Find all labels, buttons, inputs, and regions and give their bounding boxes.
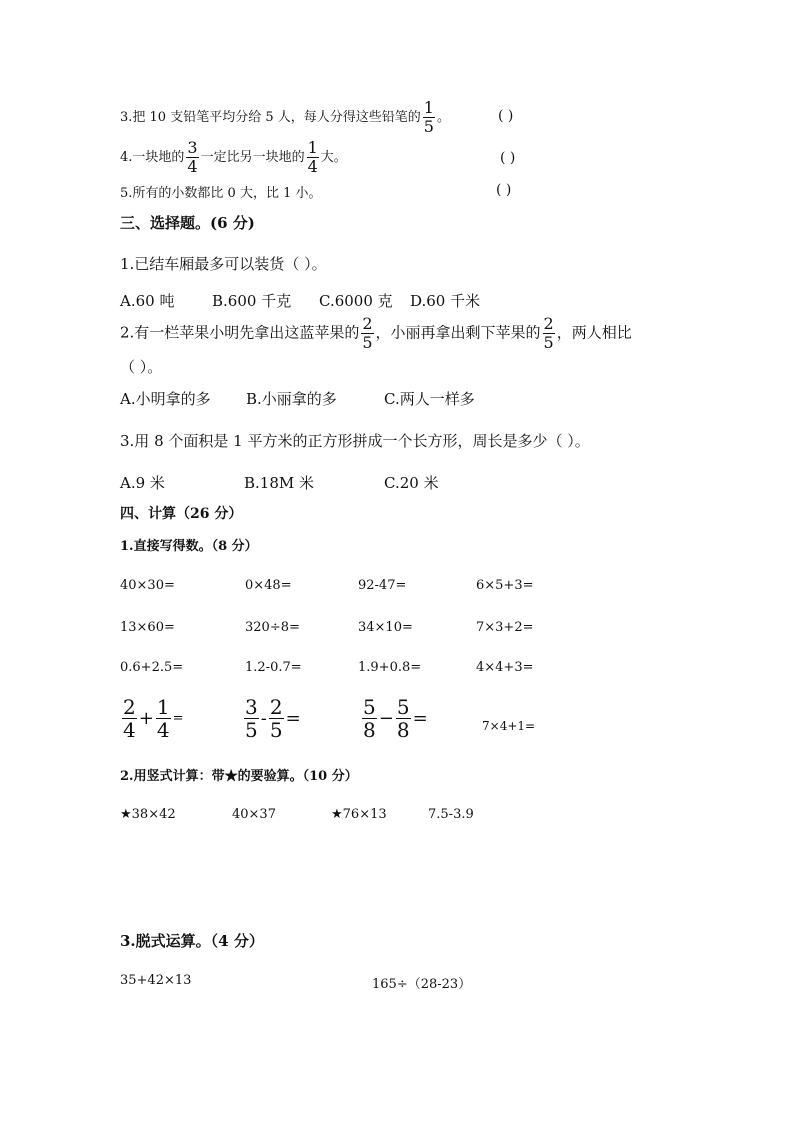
stepwise-item: 165÷（28-23） <box>372 977 472 992</box>
section-heading-calc: 四、计算（26 分） <box>120 506 243 522</box>
oral-item: 13×60= <box>120 620 175 635</box>
answer-paren-q3[interactable]: ( ) <box>498 108 514 124</box>
fraction-expression: $\frac{2}{4}$ + $\frac{1}{4}$ = <box>123 695 184 742</box>
fraction-expression: $\frac{3}{5}$ - $\frac{2}{5}$ = <box>245 695 301 742</box>
vertical-item: 40×37 <box>232 807 276 822</box>
oral-item: 7×4+1= <box>482 719 536 733</box>
fraction: $\frac{2}{5}$ <box>362 314 373 352</box>
fraction: $\frac{5}{8}$ <box>396 695 410 742</box>
judge-q3-text: 3.把 10 支铅笔平均分给 5 人，每人分得这些铅笔的 <box>120 110 421 125</box>
fraction: $\frac{5}{8}$ <box>363 695 376 742</box>
choice-q2-c: C.两人一样多 <box>384 390 475 408</box>
choice-q1-a: A.60 吨 <box>120 292 175 310</box>
choice-q1-b: B.600 千克 <box>212 292 292 310</box>
oral-item: 1.9+0.8= <box>358 660 422 675</box>
judge-q4: 4.一块地的 $\frac{3}{4}$ 一定比另一块地的 $\frac{1}{4}$ 大。 <box>120 138 347 176</box>
fraction: $\frac{1}{5}$ <box>423 98 434 136</box>
fraction: $\frac{3}{4}$ <box>187 138 198 176</box>
choice-q3-a: A.9 米 <box>120 474 165 492</box>
judge-q5: 5.所有的小数都比 0 大，比 1 小。 <box>120 186 322 201</box>
fraction: $\frac{1}{4}$ <box>156 695 170 742</box>
vertical-item: ★38×42 <box>120 807 176 822</box>
choice-q2-answer-paren[interactable]: （ ）。 <box>120 358 163 376</box>
fraction: $\frac{2}{5}$ <box>269 695 283 742</box>
oral-item: 7×3+2= <box>476 620 534 635</box>
fraction: $\frac{2}{4}$ <box>123 695 136 742</box>
oral-item: 1.2-0.7= <box>245 660 302 675</box>
oral-item: 34×10= <box>358 620 413 635</box>
vertical-item: ★76×13 <box>331 807 387 822</box>
judge-q3: 3.把 10 支铅笔平均分给 5 人，每人分得这些铅笔的 $\frac{1}{5}$ 。 <box>120 98 450 136</box>
choice-q3-b: B.18M 米 <box>244 474 315 492</box>
subheading-vertical: 2.用竖式计算：带★的要验算。（10 分） <box>120 769 358 784</box>
oral-item: 0.6+2.5= <box>120 660 184 675</box>
oral-item: 0×48= <box>245 578 292 593</box>
oral-item: 6×5+3= <box>476 578 534 593</box>
choice-q3-c: C.20 米 <box>384 474 439 492</box>
fraction: $\frac{1}{4}$ <box>307 138 318 176</box>
choice-q2: 2.有一栏苹果小明先拿出这蓝苹果的 $\frac{2}{5}$ ，小丽再拿出剩下苹果的 $\frac{2}{5}$ ，两人相比 <box>120 314 632 352</box>
choice-q2-a: A.小明拿的多 <box>120 390 211 408</box>
subheading-stepwise: 3.脱式运算。（4 分） <box>120 932 264 950</box>
answer-paren-q5[interactable]: ( ) <box>496 182 512 198</box>
section-heading-choice: 三、选择题。(6 分) <box>120 214 255 232</box>
vertical-item: 7.5-3.9 <box>428 807 474 822</box>
choice-q3: 3.用 8 个面积是 1 平方米的正方形拼成一个长方形，周长是多少（ ）。 <box>120 432 590 450</box>
stepwise-item: 35+42×13 <box>120 973 192 988</box>
choice-q2-b: B.小丽拿的多 <box>246 390 337 408</box>
choice-q1-d: D.60 千米 <box>410 292 481 310</box>
choice-q1-c: C.6000 克 <box>319 292 393 310</box>
oral-item: 40×30= <box>120 578 175 593</box>
fraction-expression: $\frac{5}{8}$ − $\frac{5}{8}$ = <box>363 695 428 742</box>
answer-paren-q4[interactable]: ( ) <box>500 150 516 166</box>
oral-item: 4×4+3= <box>476 660 534 675</box>
fraction: $\frac{2}{5}$ <box>543 314 554 352</box>
choice-q1: 1.已结车厢最多可以装货（ ）。 <box>120 255 327 273</box>
subheading-direct: 1.直接写得数。（8 分） <box>120 539 258 554</box>
oral-item: 320÷8= <box>245 620 300 635</box>
oral-item: 92-47= <box>358 578 407 593</box>
fraction: $\frac{3}{5}$ <box>245 695 258 742</box>
